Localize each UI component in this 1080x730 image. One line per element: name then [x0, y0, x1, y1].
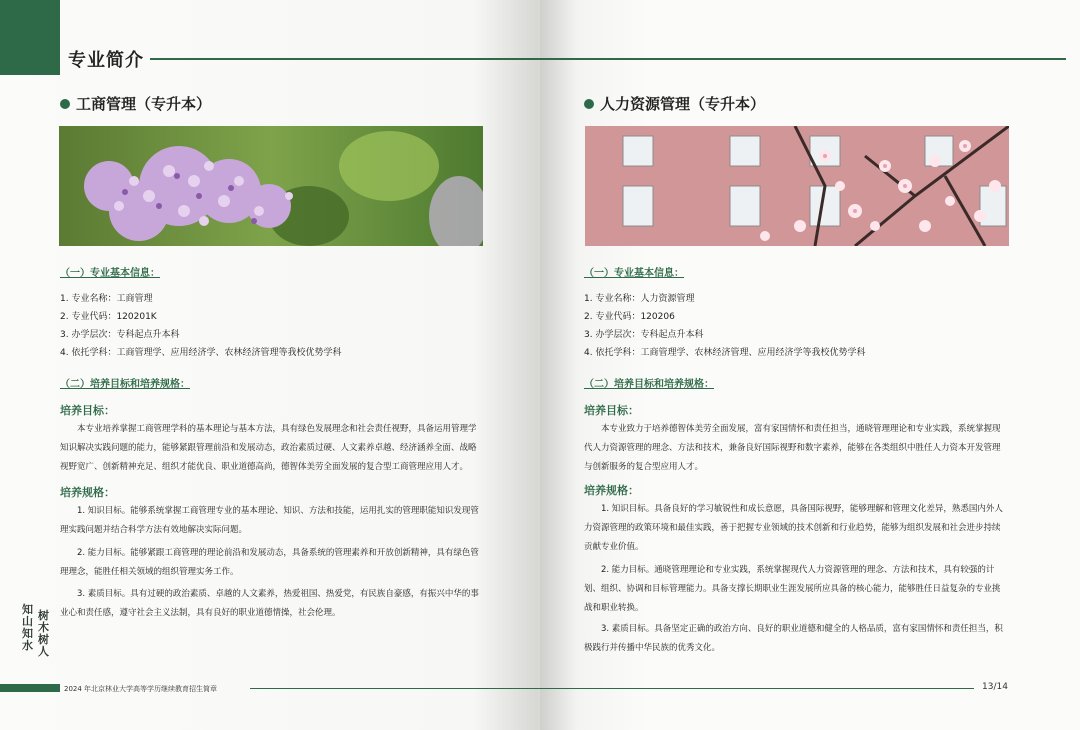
- left-major-heading-text: 工商管理（专升本）: [76, 95, 212, 113]
- left-spec-label: 培养规格：: [60, 486, 115, 499]
- bullet-dot-icon: [60, 99, 70, 109]
- motto-col-2: 树木树人: [38, 609, 49, 658]
- footer-color-bar: [0, 684, 60, 692]
- left-spec-2: 2. 能力目标。能够紧跟工商管理的理论前沿和发展动态，具备系统的管理素养和开放创新精神，具有绿色管理理念，能胜任相关领域的组织管理实务工作。: [60, 548, 479, 577]
- left-basic-info-list: [60, 290, 480, 362]
- cherry-blossom-photo: [585, 126, 1009, 246]
- right-spec-1: 1. 知识目标。具备良好的学习敏锐性和成长意愿，具备国际视野，能够理解和管理文化差异，熟悉国内外人力资源管理的政策环境和最佳实践，善于把握专业领域的技术创新和行业趋势，能够为组织发展和社会进步持续贡献专业价值。: [584, 504, 1003, 552]
- motto-col-1: 知山知水: [22, 603, 33, 652]
- left-basic-info-title: （一）专业基本信息：: [60, 268, 160, 279]
- right-major-heading: [584, 93, 765, 114]
- header-color-block: [0, 0, 60, 75]
- list-item: 3. 办学层次：专科起点升本科: [584, 330, 704, 340]
- page-title: 专业简介: [68, 50, 144, 71]
- left-major-heading: [60, 93, 211, 114]
- right-goals-title: （二）培养目标和培养规格：: [584, 379, 714, 390]
- left-spec-3: 3. 素质目标。具有过硬的政治素质、卓越的人文素养，热爱祖国、热爱党，有民族自豪感，有振兴中华的事业心和责任感，遵守社会主义法制，具有良好的职业道德情操，社会伦理。: [60, 589, 479, 618]
- list-item: 1. 专业名称：工商管理: [60, 294, 153, 304]
- list-item: 4. 依托学科：工商管理学、农林经济管理、应用经济学等我校优势学科: [584, 348, 866, 358]
- footer-rule: [250, 688, 974, 689]
- right-basic-info-list: [584, 290, 1004, 362]
- right-spec-label: 培养规格：: [584, 484, 639, 497]
- right-goal-paragraph: 本专业致力于培养德智体美劳全面发展，富有家国情怀和责任担当，通晓管理理论和专业实践，系统掌握现代人力资源管理的理念、方法和技术，兼备良好国际视野和数字素养，能够在各类组织中胜任人力资本开发管理与创新服务的复合型应用人才。: [584, 424, 1001, 472]
- left-goal-paragraph: 本专业培养掌握工商管理学科的基本理论与基本方法，具有绿色发展理念和社会责任视野，具备运用管理学知识解决实践问题的能力，能够紧跟管理前沿和发展动态，政治素质过硬、人文素养卓越、经济涵养全面、战略视野宽广、创新精神充足、组织才能优良、职业道德高尚，德智体美劳全面发展的复合型工商管理应用人才。: [60, 424, 477, 472]
- page-number: 13/14: [982, 682, 1008, 692]
- right-spec-3: 3. 素质目标。具备坚定正确的政治方向、良好的职业道德和健全的人格品质，富有家国情怀和责任担当，积极践行并传播中华民族的优秀文化。: [584, 624, 1003, 653]
- right-basic-info-title: （一）专业基本信息：: [584, 268, 684, 279]
- right-major-heading-text: 人力资源管理（专升本）: [600, 95, 766, 113]
- left-goal-label: 培养目标：: [60, 404, 115, 417]
- right-spec-2: 2. 能力目标。通晓管理理论和专业实践，系统掌握现代人力资源管理的理念、方法和技术，具有较强的计划、组织、协调和目标管理能力。具备支撑长期职业生涯发展所应具备的核心能力，能够胜任日益复杂的专业挑战和职业转换。: [584, 565, 1001, 613]
- right-goal-label: 培养目标：: [584, 404, 639, 417]
- list-item: 3. 办学层次：专科起点升本科: [60, 330, 180, 340]
- list-item: 1. 专业名称：人力资源管理: [584, 294, 695, 304]
- list-item: 2. 专业代码：120201K: [60, 312, 157, 322]
- header-rule: [150, 58, 1066, 60]
- bullet-dot-icon: [584, 99, 594, 109]
- left-goals-title: （二）培养目标和培养规格：: [60, 379, 190, 390]
- list-item: 2. 专业代码：120206: [584, 312, 675, 322]
- footer-text: 2024 年北京林业大学高等学历继续教育招生简章: [64, 685, 218, 693]
- lilac-photo: [59, 126, 483, 246]
- left-spec-1: 1. 知识目标。能够系统掌握工商管理专业的基本理论、知识、方法和技能，运用扎实的管理职能知识发现管理实践问题并结合科学方法有效地解决实际问题。: [60, 506, 479, 535]
- list-item: 4. 依托学科：工商管理学、应用经济学、农林经济管理等我校优势学科: [60, 348, 342, 358]
